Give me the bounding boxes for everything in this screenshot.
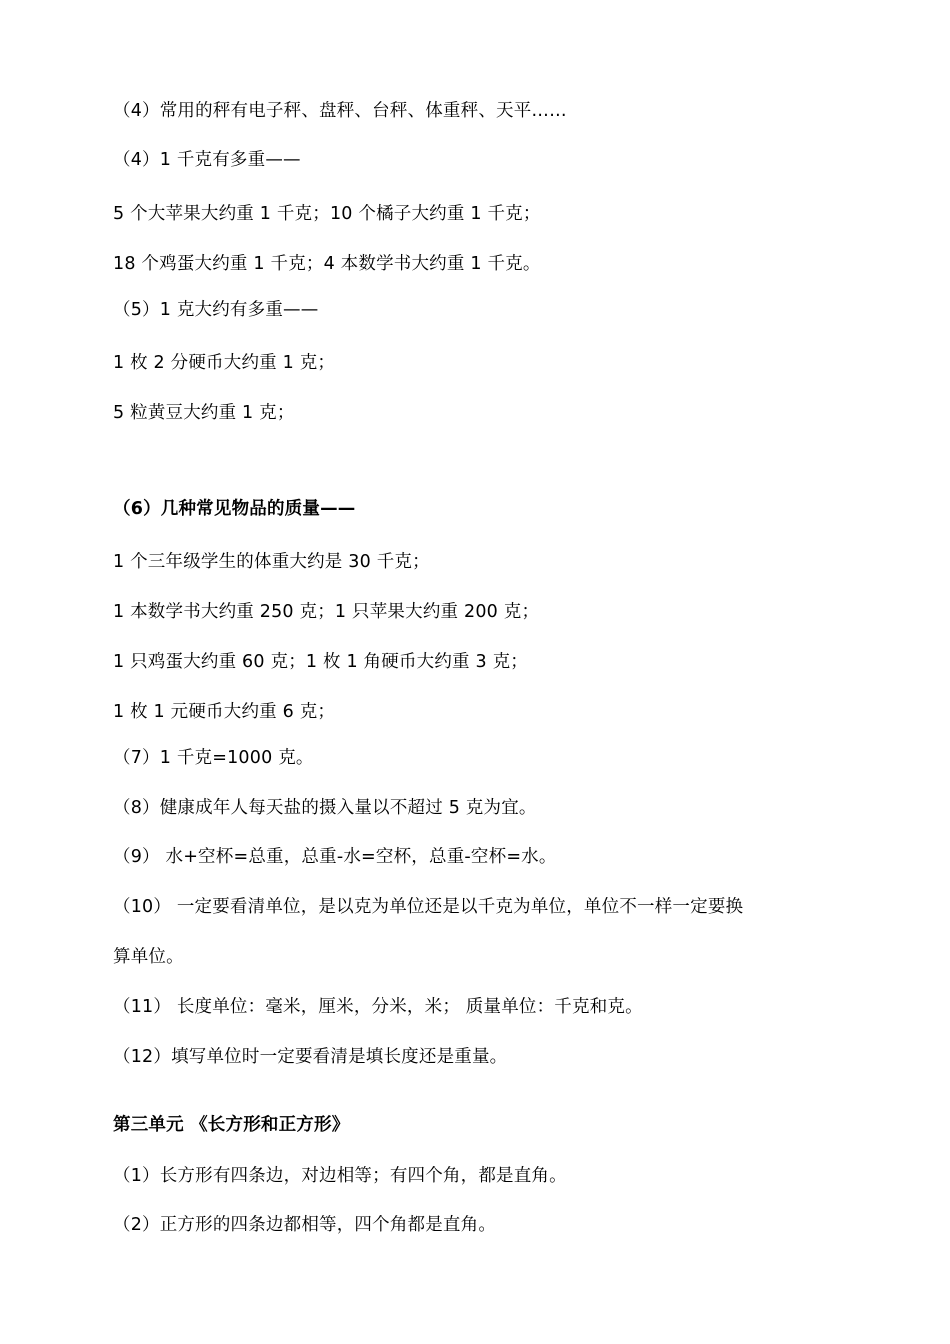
- text-line: （7）1 千克=1000 克。: [113, 748, 314, 768]
- text-line: （5）1 克大约有多重——: [113, 300, 319, 320]
- text-line: 1 枚 2 分硬币大约重 1 克；: [113, 353, 336, 373]
- text-line: 5 粒黄豆大约重 1 克；: [113, 403, 295, 423]
- text-line: 1 个三年级学生的体重大约是 30 千克；: [113, 552, 430, 572]
- text-line: （4）1 千克有多重——: [113, 150, 301, 170]
- text-line: 5 个大苹果大约重 1 千克；10 个橘子大约重 1 千克；: [113, 204, 541, 224]
- text-line: （4）常用的秤有电子秤、盘秤、台秤、体重秤、天平……: [113, 101, 567, 121]
- section-heading: （6）几种常见物品的质量——: [113, 499, 356, 519]
- text-line: （9） 水+空杯=总重，总重-水=空杯，总重-空杯=水。: [113, 847, 557, 867]
- text-line: 18 个鸡蛋大约重 1 千克；4 本数学书大约重 1 千克。: [113, 254, 541, 274]
- text-line: （12）填写单位时一定要看清是填长度还是重量。: [113, 1047, 508, 1067]
- text-line: 1 本数学书大约重 250 克；1 只苹果大约重 200 克；: [113, 602, 540, 622]
- text-line: （10） 一定要看清单位，是以克为单位还是以千克为单位，单位不一样一定要换: [113, 897, 744, 917]
- unit-heading: 第三单元 《长方形和正方形》: [113, 1115, 350, 1135]
- text-line: （11） 长度单位：毫米，厘米，分米，米； 质量单位：千克和克。: [113, 997, 643, 1017]
- text-line: （1）长方形有四条边，对边相等；有四个角，都是直角。: [113, 1166, 567, 1186]
- text-line: （8）健康成年人每天盐的摄入量以不超过 5 克为宜。: [113, 798, 537, 818]
- text-line: （2）正方形的四条边都相等，四个角都是直角。: [113, 1215, 497, 1235]
- text-line: 1 枚 1 元硬币大约重 6 克；: [113, 702, 336, 722]
- text-line: 算单位。: [113, 947, 184, 967]
- text-line: 1 只鸡蛋大约重 60 克；1 枚 1 角硬币大约重 3 克；: [113, 652, 529, 672]
